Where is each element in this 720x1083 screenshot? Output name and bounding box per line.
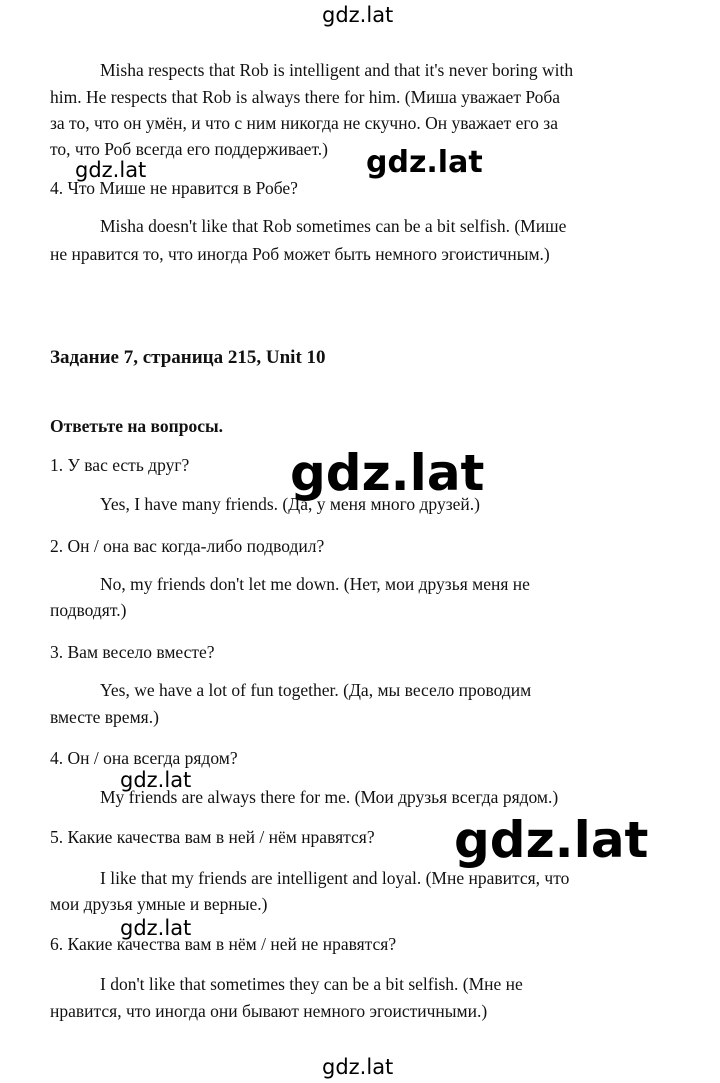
watermark-text: gdz.lat — [366, 145, 483, 180]
question: 6. Какие качества вам в нём / ней не нравятся? — [50, 934, 397, 954]
watermark-text: gdz.lat — [454, 811, 649, 869]
watermark-text: gdz.lat — [322, 1055, 394, 1079]
answer-line: Misha doesn't like that Rob sometimes can be a bit selfish. (Мише — [100, 216, 567, 236]
watermark-text: gdz.lat — [75, 158, 147, 182]
answer-line: No, my friends don't let me down. (Нет, мои друзья меня не — [100, 574, 530, 594]
answer-line: не нравится то, что иногда Роб может быть немного эгоистичным.) — [50, 244, 550, 264]
answer-line: Yes, we have a lot of fun together. (Да, мы весело проводим — [100, 680, 532, 700]
answer-line: I don't like that sometimes they can be a bit selfish. (Мне не — [100, 974, 523, 994]
watermark-text: gdz.lat — [120, 916, 192, 940]
answer-line: Misha respects that Rob is intelligent and that it's never boring with — [100, 60, 574, 80]
answer-line: нравится, что иногда они бывают немного эгоистичными.) — [50, 1001, 488, 1021]
question: 5. Какие качества вам в ней / нём нравятся? — [50, 827, 375, 847]
question: 3. Вам весело вместе? — [50, 642, 215, 662]
question: 4. Что Мише не нравится в Робе? — [50, 178, 298, 198]
answer-line: Yes, I have many friends. (Да, у меня много друзей.) — [100, 494, 480, 514]
answer-line: I like that my friends are intelligent and loyal. (Мне нравится, что — [100, 868, 570, 888]
answer-line: My friends are always there for me. (Мои друзья всегда рядом.) — [100, 787, 559, 807]
answer-line: мои друзья умные и верные.) — [50, 894, 268, 914]
task-title: Задание 7, страница 215, Unit 10 — [50, 347, 326, 368]
answer-line: подводят.) — [50, 600, 127, 620]
question: 4. Он / она всегда рядом? — [50, 748, 238, 768]
answer-line: то, что Роб всегда его поддерживает.) — [50, 139, 328, 159]
task-instruction: Ответьте на вопросы. — [50, 416, 224, 436]
question: 2. Он / она вас когда-либо подводил? — [50, 536, 325, 556]
answer-line: за то, что он умён, и что с ним никогда не скучно. Он уважает его за — [50, 113, 558, 133]
answer-line: him. He respects that Rob is always there for him. (Миша уважает Роба — [50, 87, 561, 107]
watermark-text: gdz.lat — [290, 444, 485, 502]
question: 1. У вас есть друг? — [50, 455, 190, 475]
watermark-text: gdz.lat — [322, 3, 394, 27]
watermark-text: gdz.lat — [120, 768, 192, 792]
answer-line: вместе время.) — [50, 707, 159, 727]
